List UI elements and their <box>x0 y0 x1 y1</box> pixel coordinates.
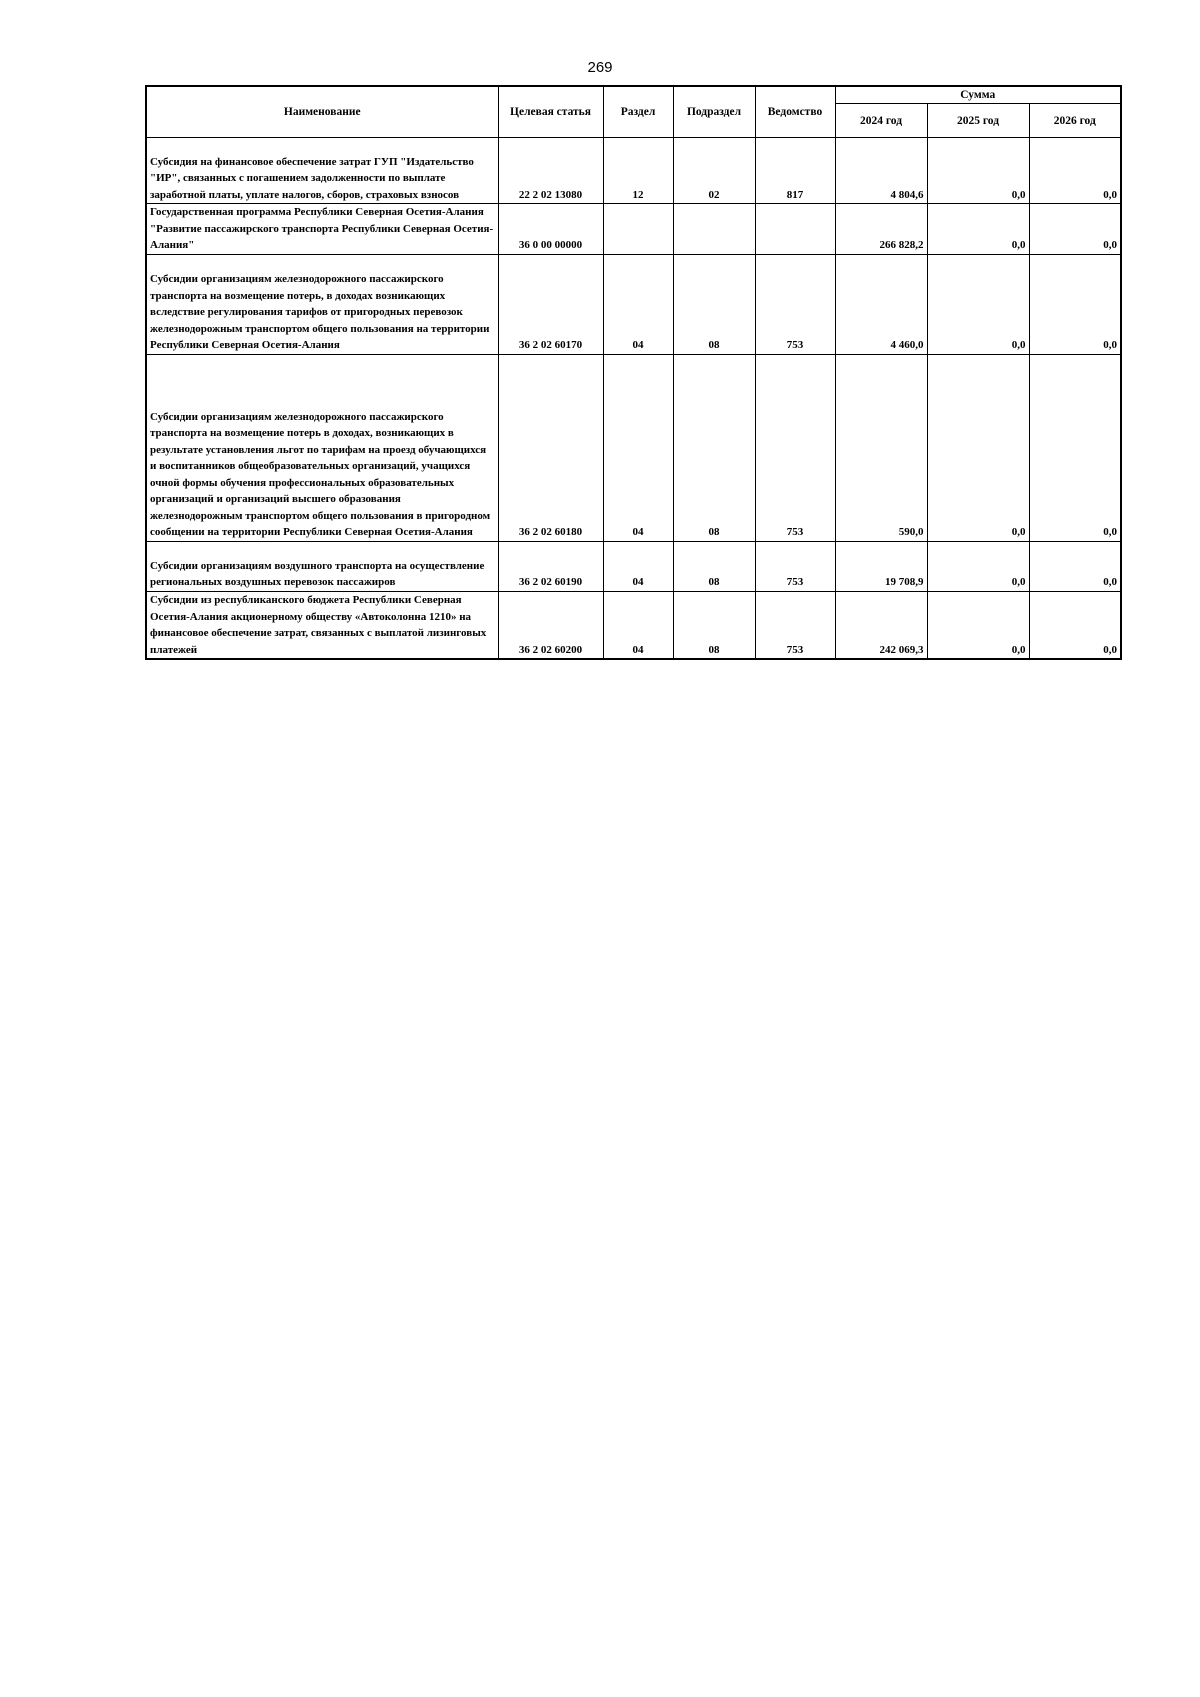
row-sum-2025: 0,0 <box>927 591 1029 659</box>
table-row <box>146 354 1121 541</box>
row-sum-2026: 0,0 <box>1029 204 1121 255</box>
row-department: 753 <box>755 591 835 659</box>
row-name: Государственная программа Республики Северная Осетия-Алания "Развитие пассажирского транспорта Республики Северная Осетия-Алания" <box>146 204 498 255</box>
row-target-article: 36 0 00 00000 <box>498 204 603 255</box>
table-row <box>146 541 1121 591</box>
row-department: 817 <box>755 138 835 204</box>
row-subsection: 02 <box>673 138 755 204</box>
row-department <box>755 204 835 255</box>
header-year-2024: 2024 год <box>835 104 927 138</box>
row-subsection: 08 <box>673 591 755 659</box>
row-sum-2024: 242 069,3 <box>835 591 927 659</box>
row-sum-2025: 0,0 <box>927 541 1029 591</box>
row-sum-2025: 0,0 <box>927 204 1029 255</box>
row-sum-2026: 0,0 <box>1029 354 1121 541</box>
header-sum: Сумма <box>835 86 1121 104</box>
row-target-article: 36 2 02 60200 <box>498 591 603 659</box>
row-subsection: 08 <box>673 354 755 541</box>
row-sum-2026: 0,0 <box>1029 254 1121 354</box>
row-sum-2026: 0,0 <box>1029 541 1121 591</box>
row-sum-2024: 19 708,9 <box>835 541 927 591</box>
row-section: 04 <box>603 541 673 591</box>
row-sum-2026: 0,0 <box>1029 591 1121 659</box>
row-section: 12 <box>603 138 673 204</box>
row-section: 04 <box>603 254 673 354</box>
header-target-article: Целевая статья <box>498 86 603 138</box>
row-sum-2024: 266 828,2 <box>835 204 927 255</box>
row-name: Субсидии организациям железнодорожного пассажирского транспорта на возмещение потерь в доходах, возникающих в результате установления льгот по тарифам на проезд обучающихся и воспитанников общеобразовательных организаций, учащихся очной формы обучения профессиональных образовательных организаций и организаций высшего образования железнодорожным транспортом общего пользования в пригородном сообщении на территории Республики Северная Осетия-Алания <box>146 354 498 541</box>
row-sum-2024: 590,0 <box>835 354 927 541</box>
row-target-article: 36 2 02 60190 <box>498 541 603 591</box>
row-subsection: 08 <box>673 541 755 591</box>
row-department: 753 <box>755 254 835 354</box>
row-subsection: 08 <box>673 254 755 354</box>
row-sum-2025: 0,0 <box>927 254 1029 354</box>
row-sum-2025: 0,0 <box>927 138 1029 204</box>
row-sum-2025: 0,0 <box>927 354 1029 541</box>
table-row <box>146 138 1121 204</box>
budget-table <box>145 85 1122 660</box>
row-sum-2024: 4 804,6 <box>835 138 927 204</box>
table-row <box>146 254 1121 354</box>
header-department: Ведомство <box>755 86 835 138</box>
row-section: 04 <box>603 591 673 659</box>
row-section: 04 <box>603 354 673 541</box>
header-name: Наименование <box>146 86 498 138</box>
row-sum-2024: 4 460,0 <box>835 254 927 354</box>
table-row <box>146 591 1121 659</box>
row-name: Субсидия на финансовое обеспечение затрат ГУП "Издательство "ИР", связанных с погашением задолженности по выплате заработной платы, уплате налогов, сборов, страховых взносов <box>146 138 498 204</box>
header-subsection: Подраздел <box>673 86 755 138</box>
header-section: Раздел <box>603 86 673 138</box>
header-year-2026: 2026 год <box>1029 104 1121 138</box>
row-sum-2026: 0,0 <box>1029 138 1121 204</box>
row-name: Субсидии из республиканского бюджета Республики Северная Осетия-Алания акционерному обществу «Автоколонна 1210» на финансовое обеспечение затрат, связанных с выплатой лизинговых платежей <box>146 591 498 659</box>
row-department: 753 <box>755 354 835 541</box>
page-number: 269 <box>587 59 613 76</box>
row-target-article: 36 2 02 60180 <box>498 354 603 541</box>
row-name: Субсидии организациям железнодорожного пассажирского транспорта на возмещение потерь, в доходах возникающих вследствие регулирования тарифов от пригородных перевозок железнодорожным транспортом общего пользования на территории Республики Северная Осетия-Алания <box>146 254 498 354</box>
header-year-2025: 2025 год <box>927 104 1029 138</box>
row-department: 753 <box>755 541 835 591</box>
row-target-article: 22 2 02 13080 <box>498 138 603 204</box>
row-section <box>603 204 673 255</box>
table-row <box>146 204 1121 255</box>
row-target-article: 36 2 02 60170 <box>498 254 603 354</box>
row-subsection <box>673 204 755 255</box>
row-name: Субсидии организациям воздушного транспорта на осуществление региональных воздушных перевозок пассажиров <box>146 541 498 591</box>
